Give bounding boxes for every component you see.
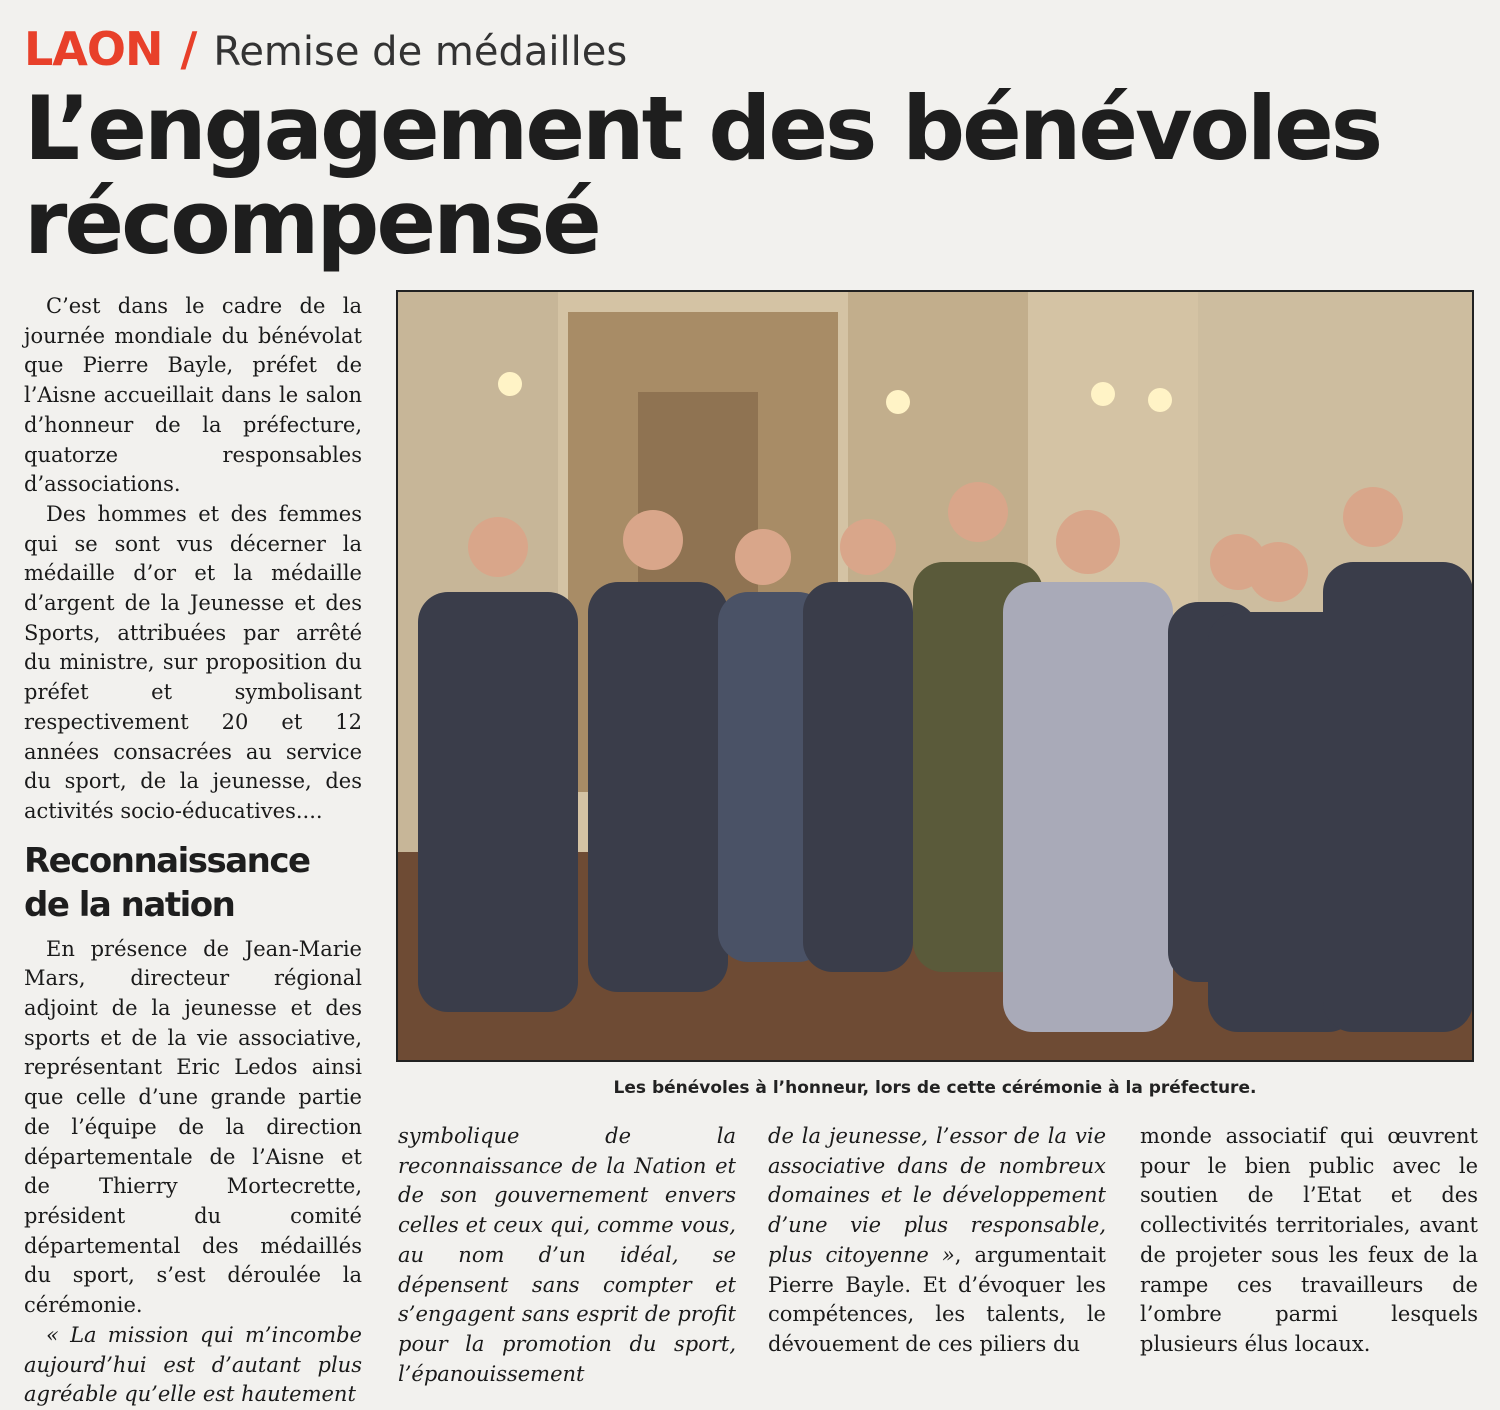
paragraph-quote-end bbox=[768, 1122, 1106, 1360]
kicker-separator: / bbox=[180, 22, 198, 76]
kicker-topic: Remise de médailles bbox=[213, 29, 628, 75]
paragraph-intro: C’est dans le cadre de la journée mondiale du bénévolat que Pierre Bayle, préfet de l’Aisne accueillait dans le salon d’honneur de la préfecture, quatorze responsables d’associations. bbox=[24, 294, 362, 497]
column-3 bbox=[768, 1122, 1106, 1360]
paragraph-presence: En présence de Jean-Marie Mars, directeur régional adjoint de la jeunesse et des sports et de la vie associative, représentant Eric Ledos ainsi que celle d’une grande partie de l’équipe de la direction départementale de l’Aisne et de Thierry Mortecrette, président du comité départemental des médaillés du sport, s’est déroulée la cérémonie. bbox=[24, 936, 362, 1318]
column-2 bbox=[398, 1122, 736, 1389]
headline: L’engagement des bénévoles récompensé bbox=[24, 77, 1381, 274]
paragraph-quote-start: « La mission qui m’incombe aujourd’hui est d’autant plus agréable qu’elle est hautement bbox=[24, 1322, 362, 1407]
quote-end-italic: de la jeunesse, l’essor de la vie associative dans de nombreux domaines et le développement d’une vie plus responsable, plus citoyenne » bbox=[768, 1124, 1106, 1267]
section-kicker bbox=[24, 22, 627, 78]
photo-caption: Les bénévoles à l’honneur, lors de cette cérémonie à la préfecture. bbox=[613, 1078, 1257, 1098]
paragraph-closing: monde associatif qui œuvrent pour le bien public avec le soutien de l’Etat et des collectivités territoriales, avant de projeter sous les feux de la rampe ces travailleurs de l’ombre parmi lesquels plusieurs élus locaux. bbox=[1140, 1124, 1478, 1356]
quote-end-regular: , argumentait Pierre Bayle. Et d’évoquer les compétences, les talents, le dévouement de ces piliers du bbox=[768, 1242, 1106, 1356]
kicker-city: LAON bbox=[24, 22, 163, 76]
column-1 bbox=[24, 292, 362, 1410]
column-4 bbox=[1140, 1122, 1478, 1360]
photo-illustration bbox=[398, 292, 1472, 1060]
ceremony-photo bbox=[396, 290, 1474, 1062]
paragraph-quote-middle: symbolique de la reconnaissance de la Nation et de son gouvernement envers celles et ceux qui, comme vous, au nom d’un idéal, se dépensent sans compter et s’engagent sans esprit de profit pour la promotion du sport, l’épanouissement bbox=[398, 1124, 736, 1386]
subheading: Reconnaissance de la nation bbox=[24, 840, 310, 925]
paragraph-medals: Des hommes et des femmes qui se sont vus décerner la médaille d’or et la médaille d’argent de la Jeunesse et des Sports, attribuées par arrêté du ministre, sur proposition du préfet et symbolisant respectivement 20 et 12 années consacrées au service du sport, de la jeunesse, des activités socio-éducatives.... bbox=[24, 501, 362, 823]
